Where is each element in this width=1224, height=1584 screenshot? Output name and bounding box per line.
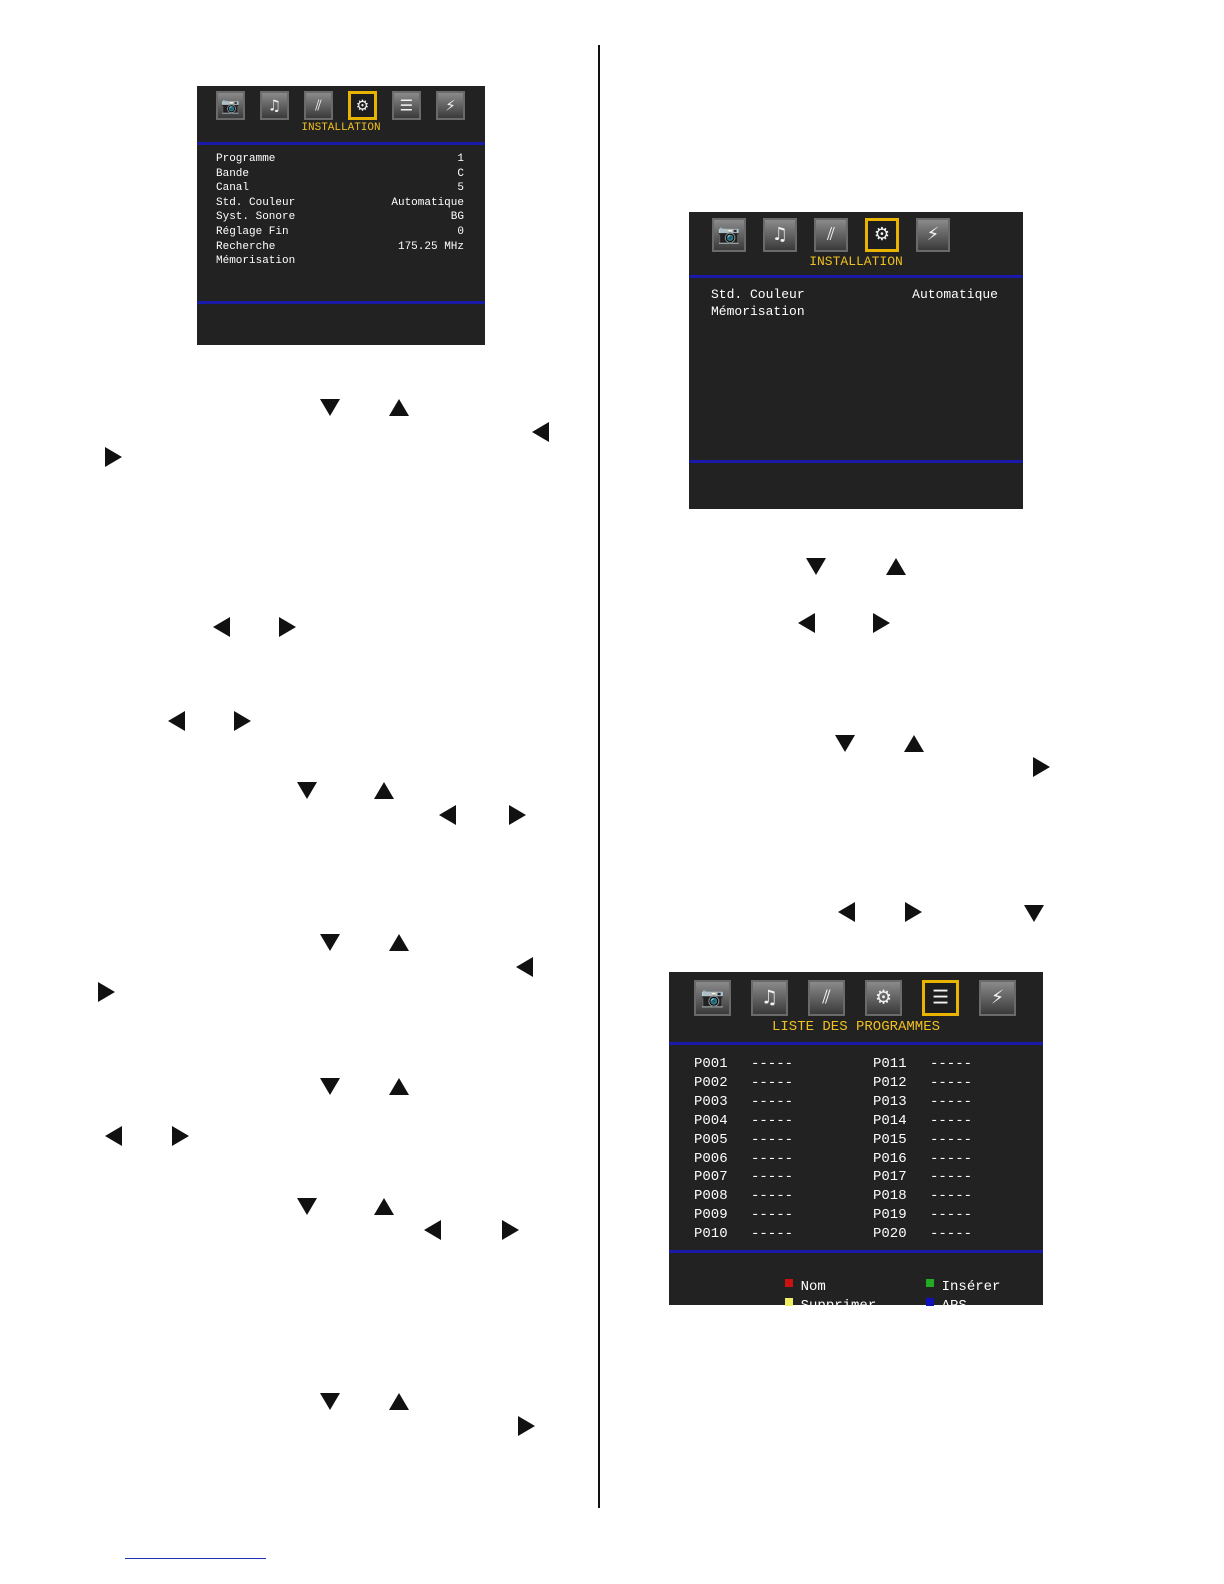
arrow-up-icon [389, 934, 409, 951]
arrow-left-icon [516, 957, 533, 977]
program-number: P009 [694, 1207, 728, 1224]
program-row[interactable] [694, 1131, 793, 1150]
program-name: ----- [751, 1131, 794, 1148]
separator-bottom [689, 460, 1023, 463]
program-name: ----- [930, 1169, 973, 1186]
program-row[interactable] [873, 1225, 972, 1244]
camera-icon[interactable]: 📷 [216, 91, 245, 120]
menu-row[interactable] [216, 240, 464, 255]
program-name: ----- [930, 1074, 973, 1091]
music-note-icon[interactable]: ♫ [751, 980, 788, 1016]
menu-row[interactable] [216, 181, 464, 196]
arrow-up-icon [389, 1078, 409, 1095]
menu-row[interactable] [711, 303, 998, 320]
legend-label: APS [941, 1298, 967, 1314]
arrow-left-icon [168, 711, 185, 731]
arrow-right-icon [234, 711, 251, 731]
arrow-left-icon [424, 1220, 441, 1240]
menu-row-label: Std. Couleur [711, 287, 805, 302]
program-row[interactable] [694, 1074, 793, 1093]
legend-yellow-key[interactable] [751, 1282, 876, 1330]
arrow-down-icon [297, 782, 317, 799]
program-number: P011 [873, 1056, 907, 1072]
arrow-left-icon [838, 902, 855, 922]
program-name: ----- [930, 1056, 973, 1072]
arrow-left-icon [213, 617, 230, 637]
list-icon[interactable]: ☰ [922, 980, 959, 1016]
column-divider [598, 45, 600, 1508]
program-row[interactable] [694, 1168, 793, 1187]
menu-row[interactable] [216, 196, 464, 211]
arrow-down-icon [320, 399, 340, 416]
gear-icon[interactable]: ⚙ [865, 980, 902, 1016]
program-number: P007 [694, 1169, 728, 1186]
program-row[interactable] [873, 1131, 972, 1150]
installation-menu-short [689, 212, 1023, 509]
program-row[interactable] [873, 1074, 972, 1093]
program-row[interactable] [694, 1055, 793, 1074]
program-row[interactable] [694, 1093, 793, 1112]
menu-row-value: BG [450, 211, 464, 224]
menu-row[interactable] [216, 254, 464, 269]
menu-row-label: Canal [216, 182, 250, 195]
program-name: ----- [751, 1188, 794, 1205]
arrow-right-icon [172, 1126, 189, 1146]
arrow-up-icon [886, 558, 906, 575]
menu-row-label: Mémorisation [216, 255, 296, 268]
program-list-menu [669, 972, 1043, 1314]
plug-icon[interactable]: ⚡ [916, 218, 950, 252]
program-name: ----- [751, 1093, 794, 1110]
plug-icon[interactable]: ⚡ [979, 980, 1016, 1016]
program-number: P015 [873, 1131, 907, 1148]
program-row[interactable] [694, 1187, 793, 1206]
menu-row-label: Syst. Sonore [216, 211, 296, 224]
arrow-down-icon [297, 1198, 317, 1215]
arrow-left-icon [532, 422, 549, 442]
program-row[interactable] [873, 1168, 972, 1187]
menu-row-label: Recherche [216, 240, 276, 253]
arrow-right-icon [873, 613, 890, 633]
program-name: ----- [930, 1093, 973, 1110]
menu-row-value: 175.25 MHz [397, 240, 464, 253]
satellite-dish-icon[interactable]: ⫽ [808, 980, 845, 1016]
program-name: ----- [751, 1207, 794, 1224]
program-name: ----- [751, 1226, 794, 1243]
blue-key-icon [926, 1298, 934, 1306]
program-name: ----- [930, 1150, 973, 1167]
program-row[interactable] [694, 1112, 793, 1131]
menu-title: INSTALLATION [301, 122, 381, 134]
program-row[interactable] [873, 1187, 972, 1206]
program-name: ----- [751, 1074, 794, 1091]
arrow-right-icon [98, 982, 115, 1002]
program-name: ----- [930, 1112, 973, 1129]
separator-top [669, 1042, 1043, 1045]
separator-top [197, 142, 485, 145]
arrow-up-icon [389, 399, 409, 416]
separator-bottom [669, 1250, 1043, 1253]
program-number: P010 [694, 1226, 728, 1243]
menu-row-label: Programme [216, 153, 276, 165]
arrow-up-icon [389, 1393, 409, 1410]
menu-row[interactable] [216, 225, 464, 240]
arrow-left-icon [439, 805, 456, 825]
arrow-right-icon [105, 447, 122, 467]
program-row[interactable] [694, 1150, 793, 1169]
program-number: P019 [873, 1207, 907, 1224]
program-row[interactable] [873, 1206, 972, 1225]
program-number: P003 [694, 1093, 728, 1110]
program-row[interactable] [873, 1112, 972, 1131]
program-row[interactable] [873, 1055, 972, 1074]
arrow-up-icon [374, 1198, 394, 1215]
program-row[interactable] [873, 1093, 972, 1112]
satellite-dish-icon[interactable]: ⫽ [304, 91, 333, 120]
separator-top [689, 275, 1023, 278]
menu-row[interactable] [711, 286, 998, 303]
arrow-down-icon [835, 735, 855, 752]
menu-row-value: 0 [457, 225, 464, 238]
camera-icon[interactable]: 📷 [712, 218, 746, 252]
menu-title: LISTE DES PROGRAMMES [771, 1019, 941, 1035]
program-number: P004 [694, 1112, 728, 1129]
legend-blue-key[interactable] [892, 1282, 967, 1330]
program-row[interactable] [873, 1150, 972, 1169]
program-number: P014 [873, 1112, 907, 1129]
program-number: P013 [873, 1093, 907, 1110]
legend-label: Supprimer [800, 1298, 877, 1314]
program-name: ----- [751, 1112, 794, 1129]
menu-row-label: Mémorisation [711, 304, 805, 319]
menu-row[interactable] [216, 167, 464, 182]
program-row[interactable] [694, 1206, 793, 1225]
menu-row-value: Automatique [912, 287, 998, 302]
gear-icon[interactable]: ⚙ [865, 218, 899, 252]
music-note-icon[interactable]: ♫ [260, 91, 289, 120]
program-name: ----- [751, 1150, 794, 1167]
program-number: P001 [694, 1056, 728, 1072]
arrow-left-icon [798, 613, 815, 633]
program-name: ----- [930, 1226, 973, 1243]
menu-row[interactable] [216, 210, 464, 225]
menu-row-value: Automatique [391, 196, 464, 209]
legend-label: Nom [800, 1279, 826, 1295]
program-name: ----- [930, 1131, 973, 1148]
music-note-icon[interactable]: ♫ [763, 218, 797, 252]
separator-bottom [197, 301, 485, 304]
installation-menu-full [197, 86, 485, 345]
list-icon[interactable]: ☰ [392, 91, 421, 120]
gear-icon[interactable]: ⚙ [348, 91, 377, 120]
program-number: P018 [873, 1188, 907, 1205]
menu-row-value: C [457, 167, 464, 180]
arrow-right-icon [1033, 757, 1050, 777]
program-number: P002 [694, 1074, 728, 1091]
arrow-right-icon [279, 617, 296, 637]
arrow-down-icon [1024, 905, 1044, 922]
menu-row-label: Std. Couleur [216, 196, 296, 209]
camera-icon[interactable]: 📷 [694, 980, 731, 1016]
arrow-down-icon [320, 934, 340, 951]
arrow-left-icon [105, 1126, 122, 1146]
program-row[interactable] [694, 1225, 793, 1244]
program-number: P005 [694, 1131, 728, 1148]
yellow-key-icon [785, 1298, 793, 1306]
menu-row-label: Réglage Fin [216, 225, 289, 238]
program-number: P006 [694, 1150, 728, 1167]
legend-label: Insérer [941, 1279, 1001, 1295]
menu-row-label: Bande [216, 167, 250, 180]
menu-title: INSTALLATION [809, 254, 903, 269]
program-number: P016 [873, 1150, 907, 1167]
arrow-up-icon [374, 782, 394, 799]
program-number: P020 [873, 1226, 907, 1243]
footer-link-underline [125, 1558, 266, 1559]
menu-row-value: 1 [457, 153, 464, 165]
program-number: P017 [873, 1169, 907, 1186]
program-number: P012 [873, 1074, 907, 1091]
arrow-right-icon [502, 1220, 519, 1240]
program-name: ----- [930, 1188, 973, 1205]
arrow-down-icon [320, 1393, 340, 1410]
arrow-down-icon [320, 1078, 340, 1095]
menu-row-value: 5 [457, 182, 464, 195]
menu-row[interactable] [216, 152, 464, 167]
arrow-right-icon [509, 805, 526, 825]
program-name: ----- [751, 1056, 794, 1072]
plug-icon[interactable]: ⚡ [436, 91, 465, 120]
satellite-dish-icon[interactable]: ⫽ [814, 218, 848, 252]
arrow-right-icon [518, 1416, 535, 1436]
program-number: P008 [694, 1188, 728, 1205]
program-name: ----- [930, 1207, 973, 1224]
arrow-up-icon [904, 735, 924, 752]
program-name: ----- [751, 1169, 794, 1186]
arrow-down-icon [806, 558, 826, 575]
arrow-right-icon [905, 902, 922, 922]
